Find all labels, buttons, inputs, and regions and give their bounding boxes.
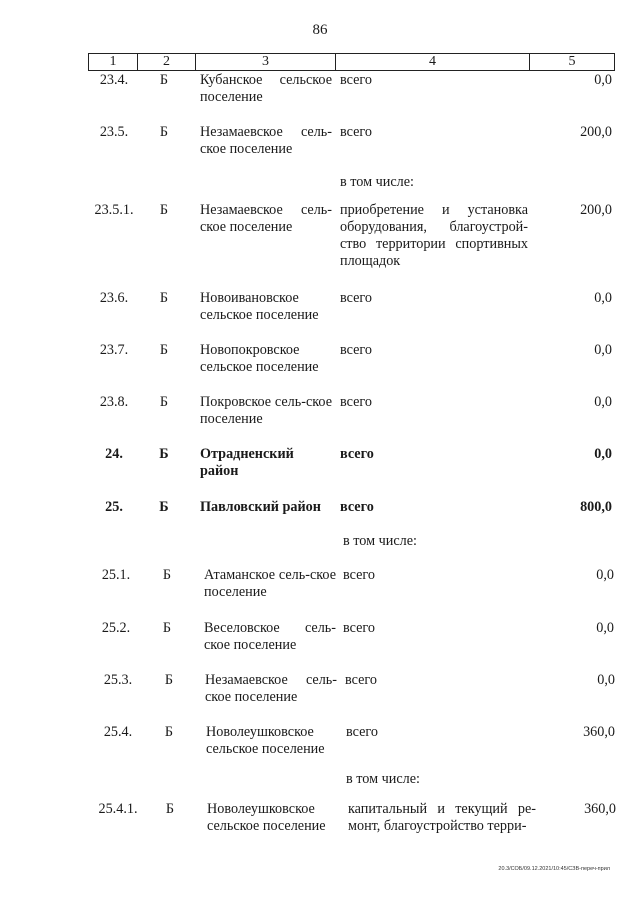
row-description: всего [340, 499, 374, 515]
header-col-2: 2 [138, 54, 196, 70]
row-category: Б [164, 672, 174, 688]
row-number: 23.6. [99, 290, 129, 306]
row-description: капитальный и текущий ре-монт, благоустройство терри- [348, 801, 536, 834]
row-description: всего [343, 620, 375, 636]
row-name: Незамаевское сель-ское поселение [205, 672, 337, 705]
row-value: 200,0 [580, 202, 612, 218]
header-col-1: 1 [89, 54, 138, 70]
row-description: всего [340, 446, 374, 462]
row-number: 25.2. [101, 620, 131, 636]
row-number: 25.1. [101, 567, 131, 583]
row-description: всего [345, 672, 377, 688]
row-description: всего [340, 124, 372, 140]
row-name: Покровское сель-ское поселение [200, 394, 332, 427]
row-number: 23.5. [99, 124, 129, 140]
row-number: 23.4. [99, 72, 129, 88]
row-category: Б [159, 394, 169, 410]
row-description: всего [346, 724, 378, 740]
row-category: Б [159, 124, 169, 140]
row-number: 25.4.1. [98, 801, 138, 817]
row-name: Новоивановское сельское поселение [200, 290, 319, 323]
row-name: Кубанское сельское поселение [200, 72, 332, 105]
row-description: всего [340, 72, 372, 88]
row-category: Б [159, 342, 169, 358]
subheading: в том числе: [346, 771, 420, 787]
row-category: Б [159, 202, 169, 218]
row-category: Б [159, 446, 169, 462]
row-value: 800,0 [580, 499, 612, 515]
subheading: в том числе: [340, 174, 414, 190]
row-value: 360,0 [584, 801, 616, 817]
row-number: 23.5.1. [94, 202, 134, 218]
row-name: Павловский район [200, 499, 321, 515]
row-category: Б [159, 290, 169, 306]
row-category: Б [165, 801, 175, 817]
page-number: 86 [312, 22, 328, 38]
row-value: 0,0 [594, 394, 612, 410]
subheading: в том числе: [343, 533, 417, 549]
row-category: Б [162, 567, 172, 583]
header-col-4: 4 [336, 54, 530, 70]
row-name: Новолеушковское сельское поселение [207, 801, 326, 834]
row-category: Б [159, 72, 169, 88]
row-name: Новопокровское сельское поселение [200, 342, 319, 375]
row-number: 25.4. [103, 724, 133, 740]
row-value: 0,0 [597, 672, 615, 688]
row-number: 23.7. [99, 342, 129, 358]
document-footer: 20.3/СОБ/09.12.2021/10:45/СЗВ-переч-прил [498, 866, 610, 872]
row-number: 25. [105, 499, 123, 515]
row-name: Отрадненский район [200, 446, 294, 479]
row-description: всего [340, 290, 372, 306]
row-category: Б [162, 620, 172, 636]
row-number: 23.8. [99, 394, 129, 410]
row-value: 360,0 [583, 724, 615, 740]
header-col-5: 5 [568, 54, 576, 69]
row-description: всего [340, 394, 372, 410]
row-value: 0,0 [594, 290, 612, 306]
row-name: Новолеушковское сельское поселение [206, 724, 325, 757]
row-name: Атаманское сель-ское поселение [204, 567, 336, 600]
row-category: Б [159, 499, 169, 515]
table-header [88, 53, 615, 71]
row-value: 0,0 [594, 446, 612, 462]
header-col-3: 3 [196, 54, 336, 70]
row-name: Незамаевское сель-ское поселение [200, 124, 332, 157]
row-value: 0,0 [594, 342, 612, 358]
row-value: 0,0 [596, 567, 614, 583]
row-name: Веселовское сель-ское поселение [204, 620, 336, 653]
row-number: 25.3. [103, 672, 133, 688]
row-description: приобретение и установка оборудования, благоустрой-ство территории спортивных площадок [340, 202, 528, 269]
row-description: всего [343, 567, 375, 583]
row-description: всего [340, 342, 372, 358]
row-value: 200,0 [580, 124, 612, 140]
row-category: Б [164, 724, 174, 740]
row-value: 0,0 [594, 72, 612, 88]
row-name: Незамаевское сель-ское поселение [200, 202, 332, 235]
row-value: 0,0 [596, 620, 614, 636]
row-number: 24. [105, 446, 123, 462]
